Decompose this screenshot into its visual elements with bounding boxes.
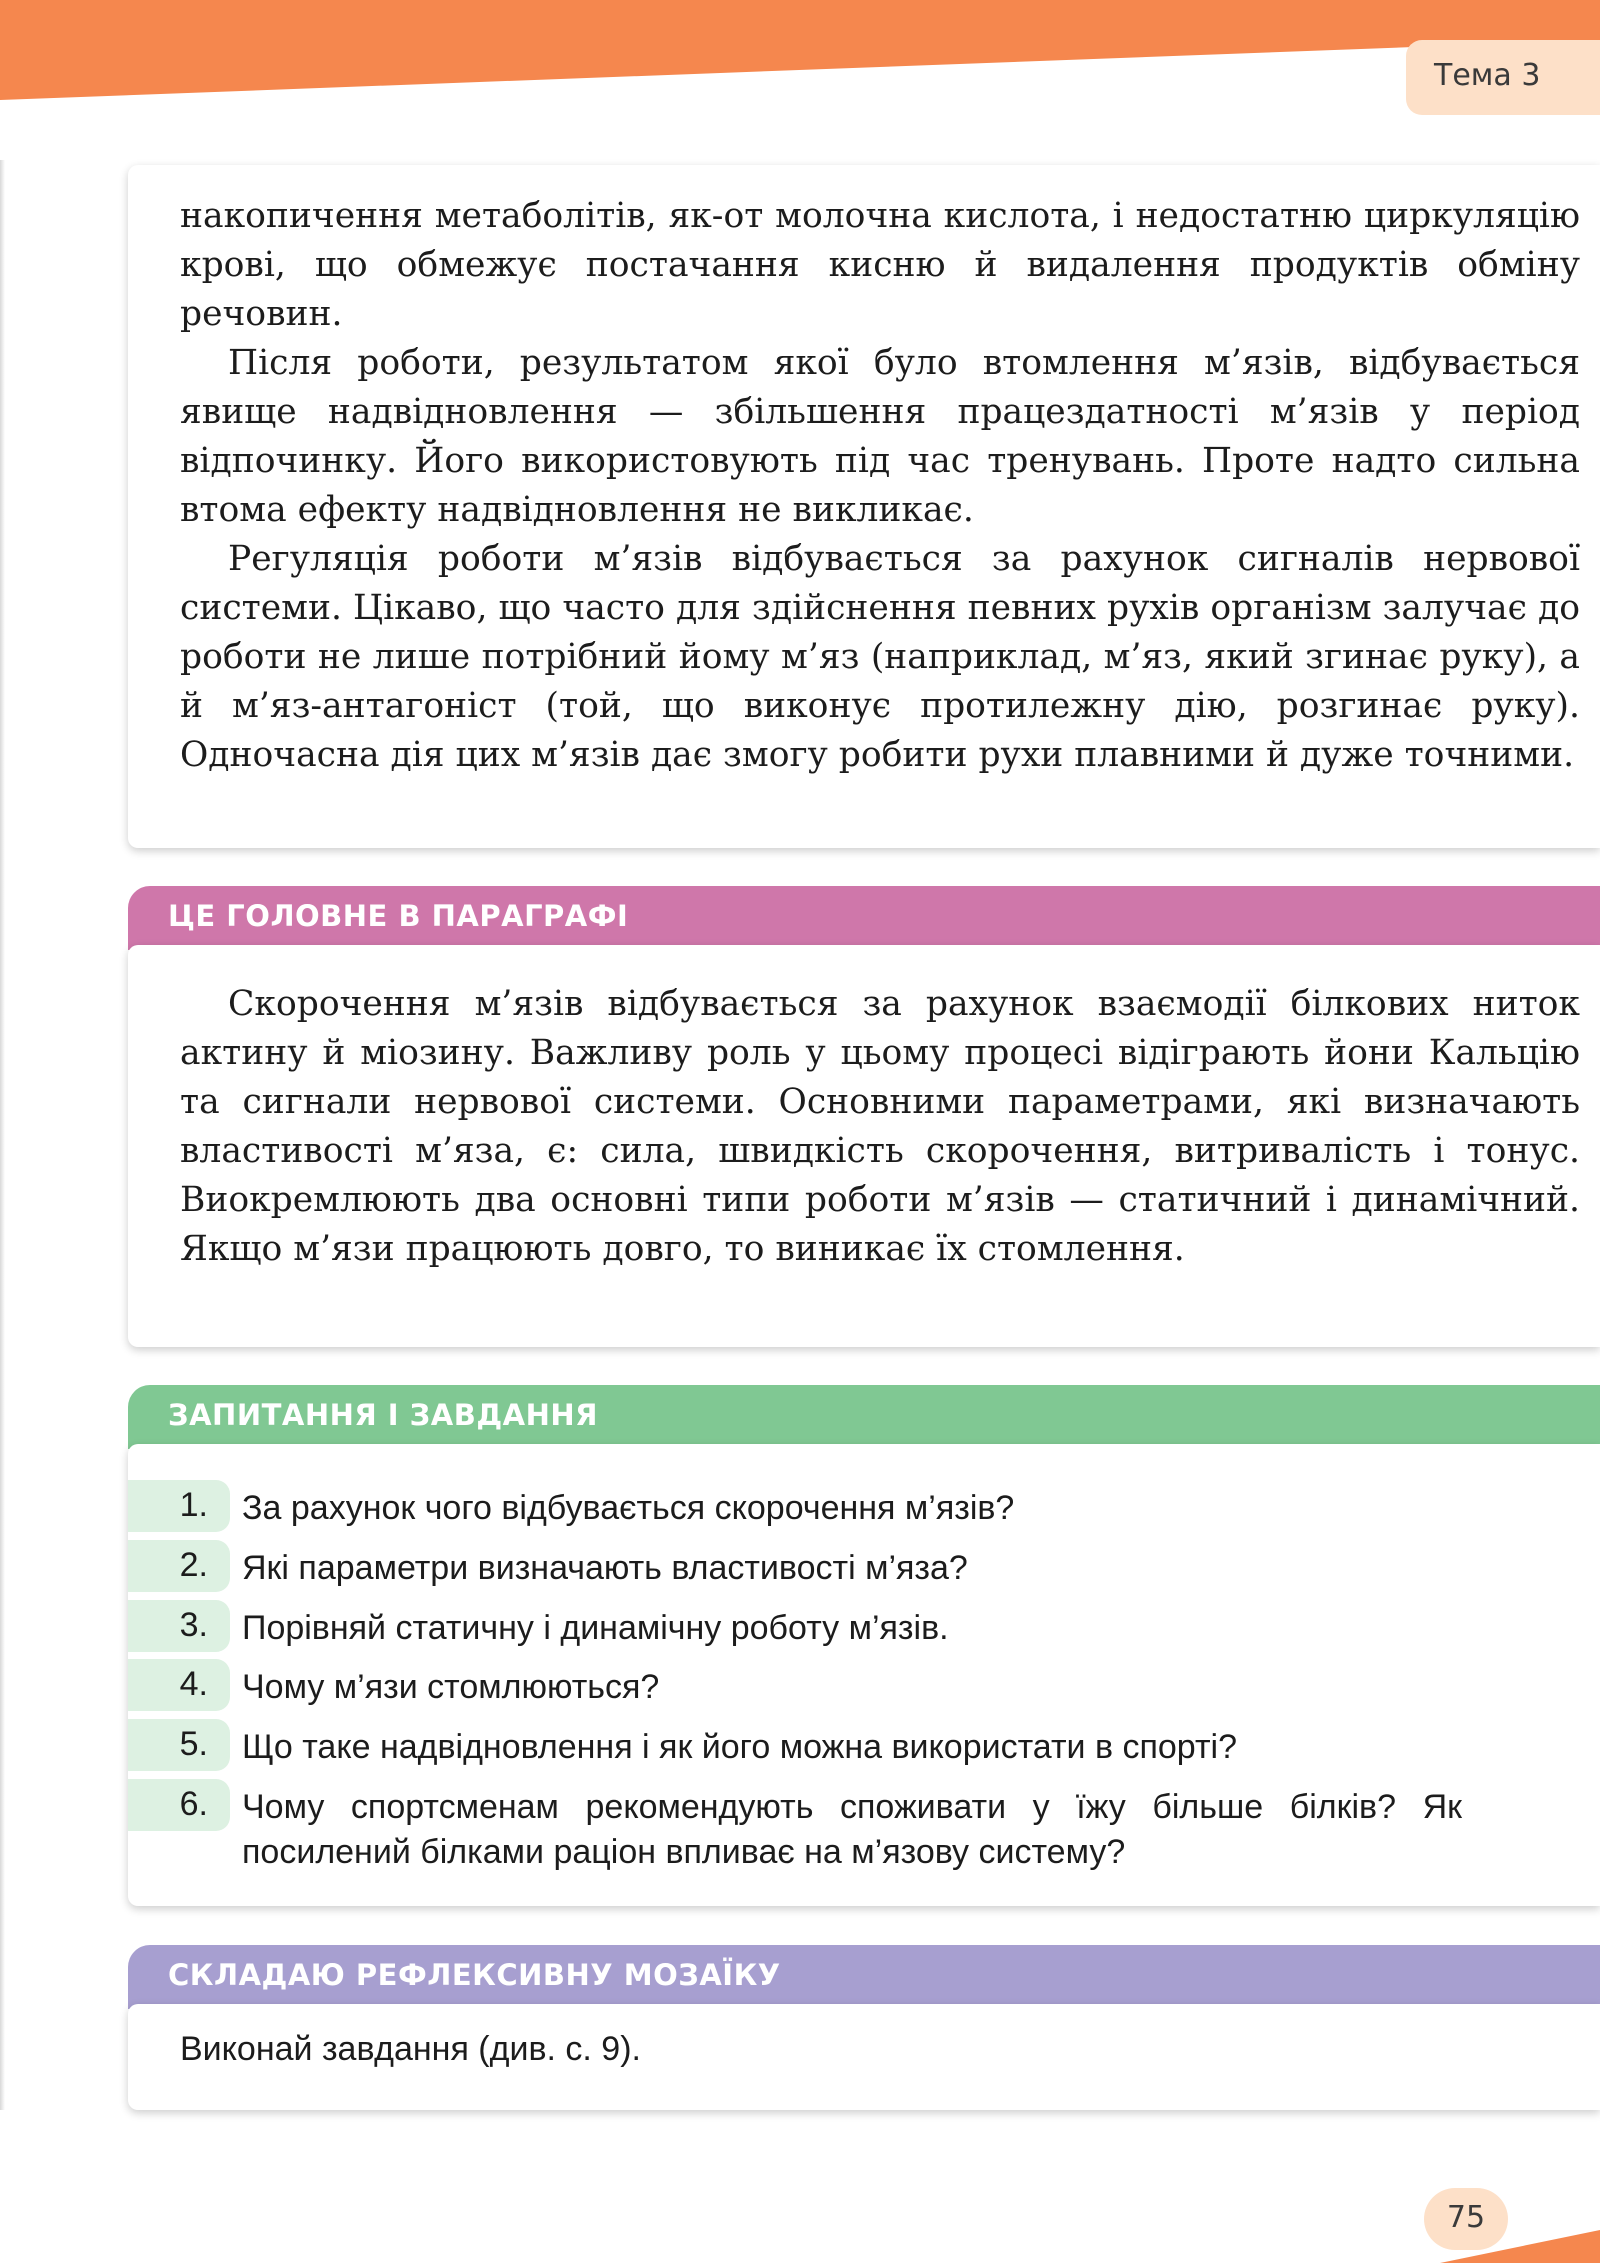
header-band bbox=[0, 0, 1600, 110]
topic-tab bbox=[1406, 40, 1600, 115]
topic-label: Тема 3 bbox=[1434, 58, 1541, 93]
paragraph: Після роботи, результатом якої було втомлення м’язів, відбувається явище надвідновлення — збільшення працездатності м’язів у період відпочинку. Його використовують під час тренувань. Проте надто сильна втома ефекту надвідновлення не викликає. bbox=[180, 343, 1580, 530]
question-item bbox=[128, 1600, 1600, 1652]
page-edge-shadow bbox=[0, 160, 5, 2110]
question-number: 3. bbox=[179, 1606, 208, 1644]
continuation-card bbox=[128, 165, 1600, 848]
reflection-card bbox=[128, 2004, 1600, 2110]
question-number: 2. bbox=[179, 1546, 208, 1584]
question-text: Чому спортсменам рекомендують споживати у їжу більше білків? Як посилений білками раціон впливає на м’язову систему? bbox=[242, 1788, 1462, 1871]
continuation-text bbox=[180, 192, 1580, 780]
question-text: Чому м’язи стомлюються? bbox=[242, 1668, 660, 1706]
question-number-badge bbox=[128, 1600, 230, 1652]
question-number-badge bbox=[128, 1779, 230, 1831]
reflection-title: СКЛАДАЮ РЕФЛЕКСИВНУ МОЗАЇКУ bbox=[168, 1958, 781, 1992]
question-item bbox=[128, 1480, 1600, 1532]
question-text: За рахунок чого відбувається скорочення м’язів? bbox=[242, 1489, 1015, 1527]
question-number: 6. bbox=[179, 1785, 208, 1823]
question-text: Порівняй статичну і динамічну роботу м’язів. bbox=[242, 1609, 949, 1647]
question-number-badge bbox=[128, 1540, 230, 1592]
reflection-header-bar bbox=[128, 1945, 1600, 2009]
question-number-badge bbox=[128, 1659, 230, 1711]
questions-title: ЗАПИТАННЯ І ЗАВДАННЯ bbox=[168, 1398, 598, 1432]
question-number: 4. bbox=[179, 1665, 208, 1703]
paragraph: накопичення метаболітів, як-от молочна кислота, і недостатню циркуляцію крові, що обмежує постачання кисню й видалення продуктів обміну речовин. bbox=[180, 196, 1580, 334]
paragraph: Регуляція роботи м’язів відбувається за рахунок сигналів нервової системи. Цікаво, що часто для здійснення певних рухів організм залучає до роботи не лише потрібний йому м’яз (наприклад, м’яз, який згинає руку), а й м’яз-антагоніст (той, що виконує протилежну дію, розгинає руку). Одночасна дія цих м’язів дає змогу робити рухи плавними й дуже точними. bbox=[180, 539, 1580, 775]
page-number: 75 bbox=[1446, 2200, 1486, 2235]
question-item bbox=[128, 1719, 1600, 1771]
summary-title: ЦЕ ГОЛОВНЕ В ПАРАГРАФІ bbox=[168, 899, 629, 933]
question-item bbox=[128, 1540, 1600, 1592]
question-text: Що таке надвідновлення і як його можна використати в спорті? bbox=[242, 1728, 1237, 1766]
question-number-badge bbox=[128, 1480, 230, 1532]
question-item bbox=[128, 1779, 1600, 1871]
page-number-badge bbox=[1424, 2188, 1508, 2250]
summary-text-block bbox=[180, 980, 1580, 1274]
question-text: Які параметри визначають властивості м’яза? bbox=[242, 1549, 968, 1587]
question-number: 1. bbox=[179, 1486, 208, 1524]
summary-header-bar bbox=[128, 886, 1600, 950]
reflection-text: Виконай завдання (див. с. 9). bbox=[180, 2030, 641, 2068]
questions-header-bar bbox=[128, 1385, 1600, 1449]
questions-card bbox=[128, 1444, 1600, 1906]
question-number-badge bbox=[128, 1719, 230, 1771]
summary-card bbox=[128, 945, 1600, 1347]
summary-text: Скорочення м’язів відбувається за рахунок взаємодії білкових ниток актину й міозину. Важливу роль у цьому процесі відіграють йони Кальцію та сигнали нервової системи. Основними параметрами, які визначають властивості м’яза, є: сила, швидкість скорочення, витривалість і тонус. Виокремлюють два основні типи роботи м’язів — статичний і динамічний. Якщо м’язи працюють довго, то виникає їх стомлення. bbox=[180, 984, 1580, 1269]
question-number: 5. bbox=[179, 1725, 208, 1763]
question-item bbox=[128, 1659, 1600, 1711]
